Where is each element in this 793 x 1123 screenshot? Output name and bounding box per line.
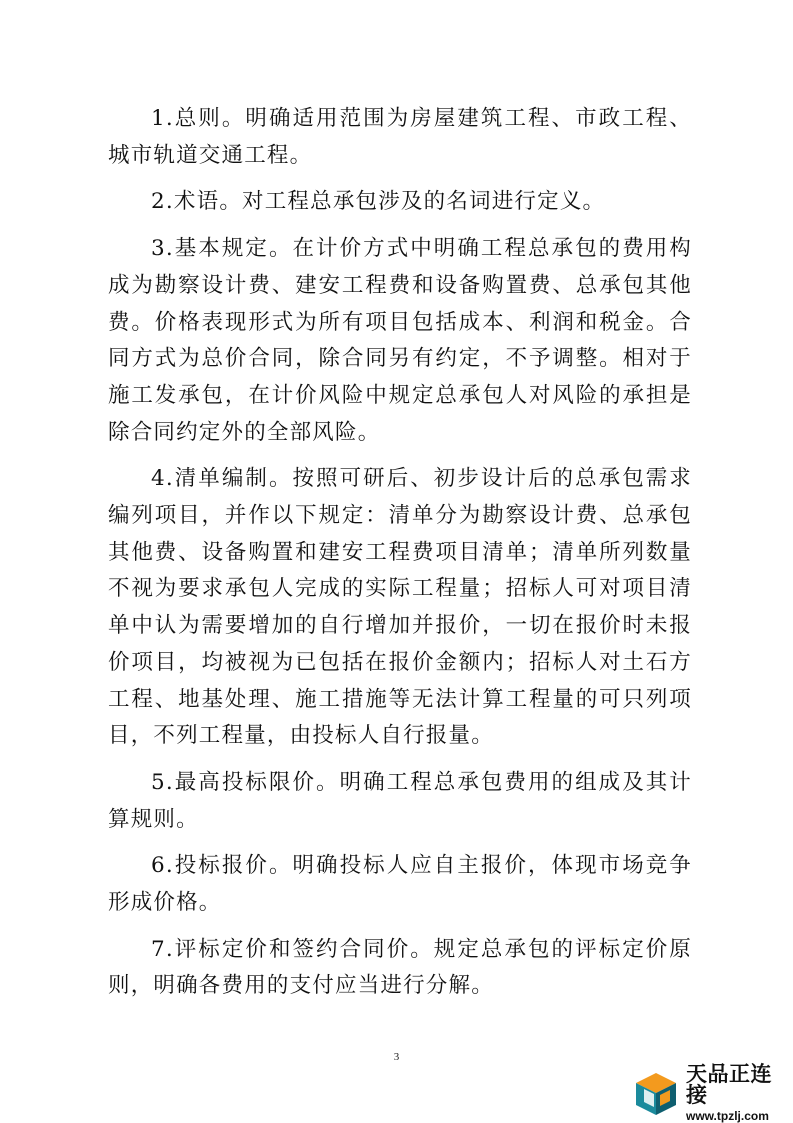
page-number: 3	[393, 1051, 400, 1063]
paragraph-basic-provisions: 3.基本规定。在计价方式中明确工程总承包的费用构成为勘察设计费、建安工程费和设备购置费、总承包其他费。价格表现形式为所有项目包括成本、利润和税金。合同方式为总价合同，除合同另有约定，不予调整。相对于施工发承包，在计价风险中规定总承包人对风险的承担是除合同约定外的全部风险。	[108, 236, 692, 445]
paragraph-general-principles: 1.总则。明确适用范围为房屋建筑工程、市政工程、城市轨道交通工程。	[108, 106, 692, 168]
paragraph-list-compilation: 4.清单编制。按照可研后、初步设计后的总承包需求编列项目，并作以下规定：清单分为勘察设计费、总承包其他费、设备购置和建安工程费项目清单；清单所列数量不视为要求承包人完成的实际工程量；招标人可对项目清单中认为需要增加的自行增加并报价，一切在报价时未报价项目，均被视为已包括在报价金额内；招标人对土石方工程、地基处理、施工措施等无法计算工程量的可只列项目，不列工程量，由投标人自行报量。	[108, 466, 692, 749]
watermark-text	[686, 1064, 790, 1122]
watermark-name: 天品正连接	[686, 1062, 772, 1107]
watermark-url: www.tpzlj.com	[686, 1109, 769, 1123]
paragraph-terms: 2.术语。对工程总承包涉及的名词进行定义。	[151, 189, 606, 215]
paragraph-evaluation-contract-price: 7.评标定价和签约合同价。规定总承包的评标定价原则，明确各费用的支付应当进行分解。	[108, 936, 692, 999]
document-body	[108, 101, 692, 1015]
cube-logo-icon	[632, 1069, 680, 1117]
paragraph-bid-quotation: 6.投标报价。明确投标人应自主报价，体现市场竞争形成价格。	[108, 853, 692, 916]
watermark	[632, 1062, 790, 1123]
paragraph-max-bid-limit: 5.最高投标限价。明确工程总承包费用的组成及其计算规则。	[108, 769, 692, 832]
